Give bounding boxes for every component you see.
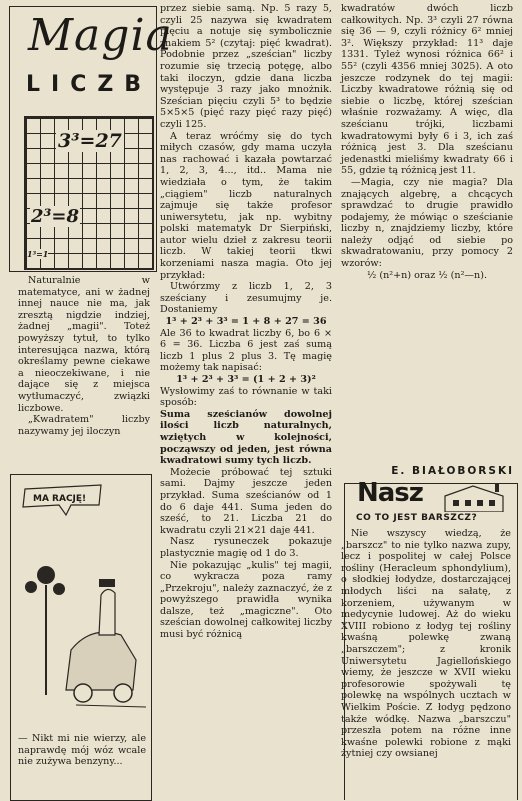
nasz-logo-text: Nasz — [357, 478, 423, 508]
section-head-barszcz: CO TO JEST BARSZCZ? — [356, 513, 478, 523]
column-3 — [341, 3, 513, 281]
formula-square-of-sum: 1³ + 2³ + 3³ = (1 + 2 + 3)² — [176, 374, 316, 385]
col2-para-7: Nasz rysuneczek pokazuje plastycznie magię od 1 do 3. — [160, 536, 332, 559]
cartoon-caption: — Nikt mi nie wierzy, ale naprawdę mój wóz wcale nie zużywa benzyny... — [18, 733, 146, 768]
col2-para-2: A teraz wróćmy się do tych miłych czasów, gdy mama uczyła nas rachować i kazała powtarzać 1, 2, 3, 4..., itd.. Mama nie wiedziała o tym, że takim „ciągiem" liczb naturalnych zajmuje się także profesor uniwersytetu, jak np. wybitny polski matematyk Dr Sierpiński, autor wielu dzieł z zakresu teorii liczb. W takiej teorii tkwi korzeniami nasza magia. Oto jej przykład: — [160, 130, 332, 281]
col2-para-6: Możecie próbować tej sztuki sami. Dajmy jeszcze jeden przykład. Suma sześcianów od 1 do 6 daje 441. Suma jeden do sześć, to 21. Liczba 21 do kwadratu czyli 21×21 daje 441. — [160, 466, 332, 536]
cartoon-drawing — [11, 475, 151, 735]
eq-small: 1³=1 — [27, 249, 49, 259]
speech-bubble-text: MA RACJĘ! — [33, 494, 87, 504]
col3-para-1: kwadratów dwóch liczb całkowitych. Np. 3³ czyli 27 równa się 36 — 9, czyli różnicy 6² mniej 3². Większy przykład: 11³ daje 1331. Tyleż wynosi różnica 66² i 55² (czyli 4356 mniej 3025). A oto jeszcze rodzynek do tej magii: Liczby kwadratowe różnią się od siebie o liczbę, której sześcian właśnie rozważamy. A więc, dla sześcianu trójki, liczbami kwadratowymi były 6 i 3, ich zaś różnicą jest 3. Dla sześcianu jedenastki mieliśmy kwadraty 66 i 55, gdzie tą różnicą jest 11. — [341, 3, 513, 177]
col3-para-2: —Magia, czy nie magia? Dla znających algebrę, a chcących sprawdzać to drugie prawidło podajemy, że mówiąc o sześcianie liczby n, znajdziemy liczby, które należy odjąć od siebie po skwadratowaniu, przy pomocy 2 wzorów: — [341, 176, 513, 270]
col2-theorem — [160, 409, 332, 467]
col2-para-3: Utwórzmy z liczb 1, 2, 3 sześciany i zesumujmy je. Dostaniemy — [160, 281, 332, 316]
col2-para-5: Wysłowimy zaś to równanie w taki sposób: — [160, 385, 332, 409]
col3-formula: ½ (n²+n) oraz ½ (n²—n). — [367, 269, 487, 281]
eq-top: 3³=27 — [58, 130, 122, 152]
col2-para-4: Ale 36 to kwadrat liczby 6, bo 6 × 6 = 36. Liczba 6 jest zaś sumą liczb 1 plus 2 plus 3. Tę magię możemy tak napisać: — [160, 327, 332, 374]
col1-para-1: Naturalnie w matematyce, ani w żadnej innej nauce nie ma, jak zresztą nigdzie indziej, żadnej „magii". Toteż powyższy tytuł, to tylko interesująca nazwa, którą określamy pewne ciekawe a nieoczekiwane, i nie dające się z miejsca wytłumaczyć, związki liczbowe. — [18, 275, 150, 414]
author-byline: E. BIAŁOBORSKI — [391, 465, 514, 477]
cubes-grid-figure — [24, 116, 154, 270]
title-liczb: LICZB — [26, 72, 153, 97]
nasz-column — [341, 528, 511, 760]
title-magia: Magia — [28, 10, 173, 61]
col2-para-1: przez siebie samą. Np. 5 razy 5, czyli 25 nazywa się kwadratem pięciu a notuje się symbolicznie znakiem 5² (czytaj: pięć kwadrat). Podobnie przez „sześcian" liczby rozumie się trzecią potęgę, albo taki iloczyn, gdzie dana liczba występuje 3 razy jako mnożnik. Sześcian pięciu czyli 5³ to będzie 5×5×5 (pięć razy pięć razy pięć) czyli 125. — [160, 3, 332, 130]
nasz-para-1: Nie wszyscy wiedzą, że „barszcz" to nie tylko nazwa zupy, lecz i pospolitej w całej Polsce rośliny (Heracleum sphondylium), o słodkiej łodydze, dostarczającej młodych liści na sałatę, z korzeniem, używanym w medycynie ludowej. Aż do wieku XVIII robiono z łodyg tej rośliny kwaśną polewkę zwaną „barszczem"; z kronik Uniwersytetu Jagiellońskiego wiemy, że jeszcze w XVII wieku profesorowie spożywali tę polewkę na wspólnych ucztach w Wielkim Poście. Z łodyg pędzono także wódkę. Nazwa „barszczu" przeszła potem na różne inne kwaśne polewki robione z mąki żytniej czy owsianej — [341, 528, 511, 760]
col1-para-2: „Kwadratem" liczby nazywamy jej iloczyn — [18, 414, 150, 437]
column-1 — [18, 275, 150, 437]
column-2 — [160, 3, 332, 641]
formula-sum-of-cubes: 1³ + 2³ + 3³ = 1 + 8 + 27 = 36 — [165, 316, 327, 328]
col2-para-8: Nie pokazując „kulis" tej magii, co wykracza poza ramy „Przekroju", należy zaznaczyć, że z powyższego prawidła wynika dalsze, też „magiczne". Oto sześcian dowolnej całkowitej liczby musi być różnicą — [160, 559, 332, 641]
col2-theorem-text: Suma sześcianów dowolnej ilości liczb naturalnych, wziętych w kolejności, począwszy od jeden, jest równa kwadratowi sumy tych liczb. — [160, 408, 332, 467]
eq-mid: 2³=8 — [31, 206, 80, 227]
